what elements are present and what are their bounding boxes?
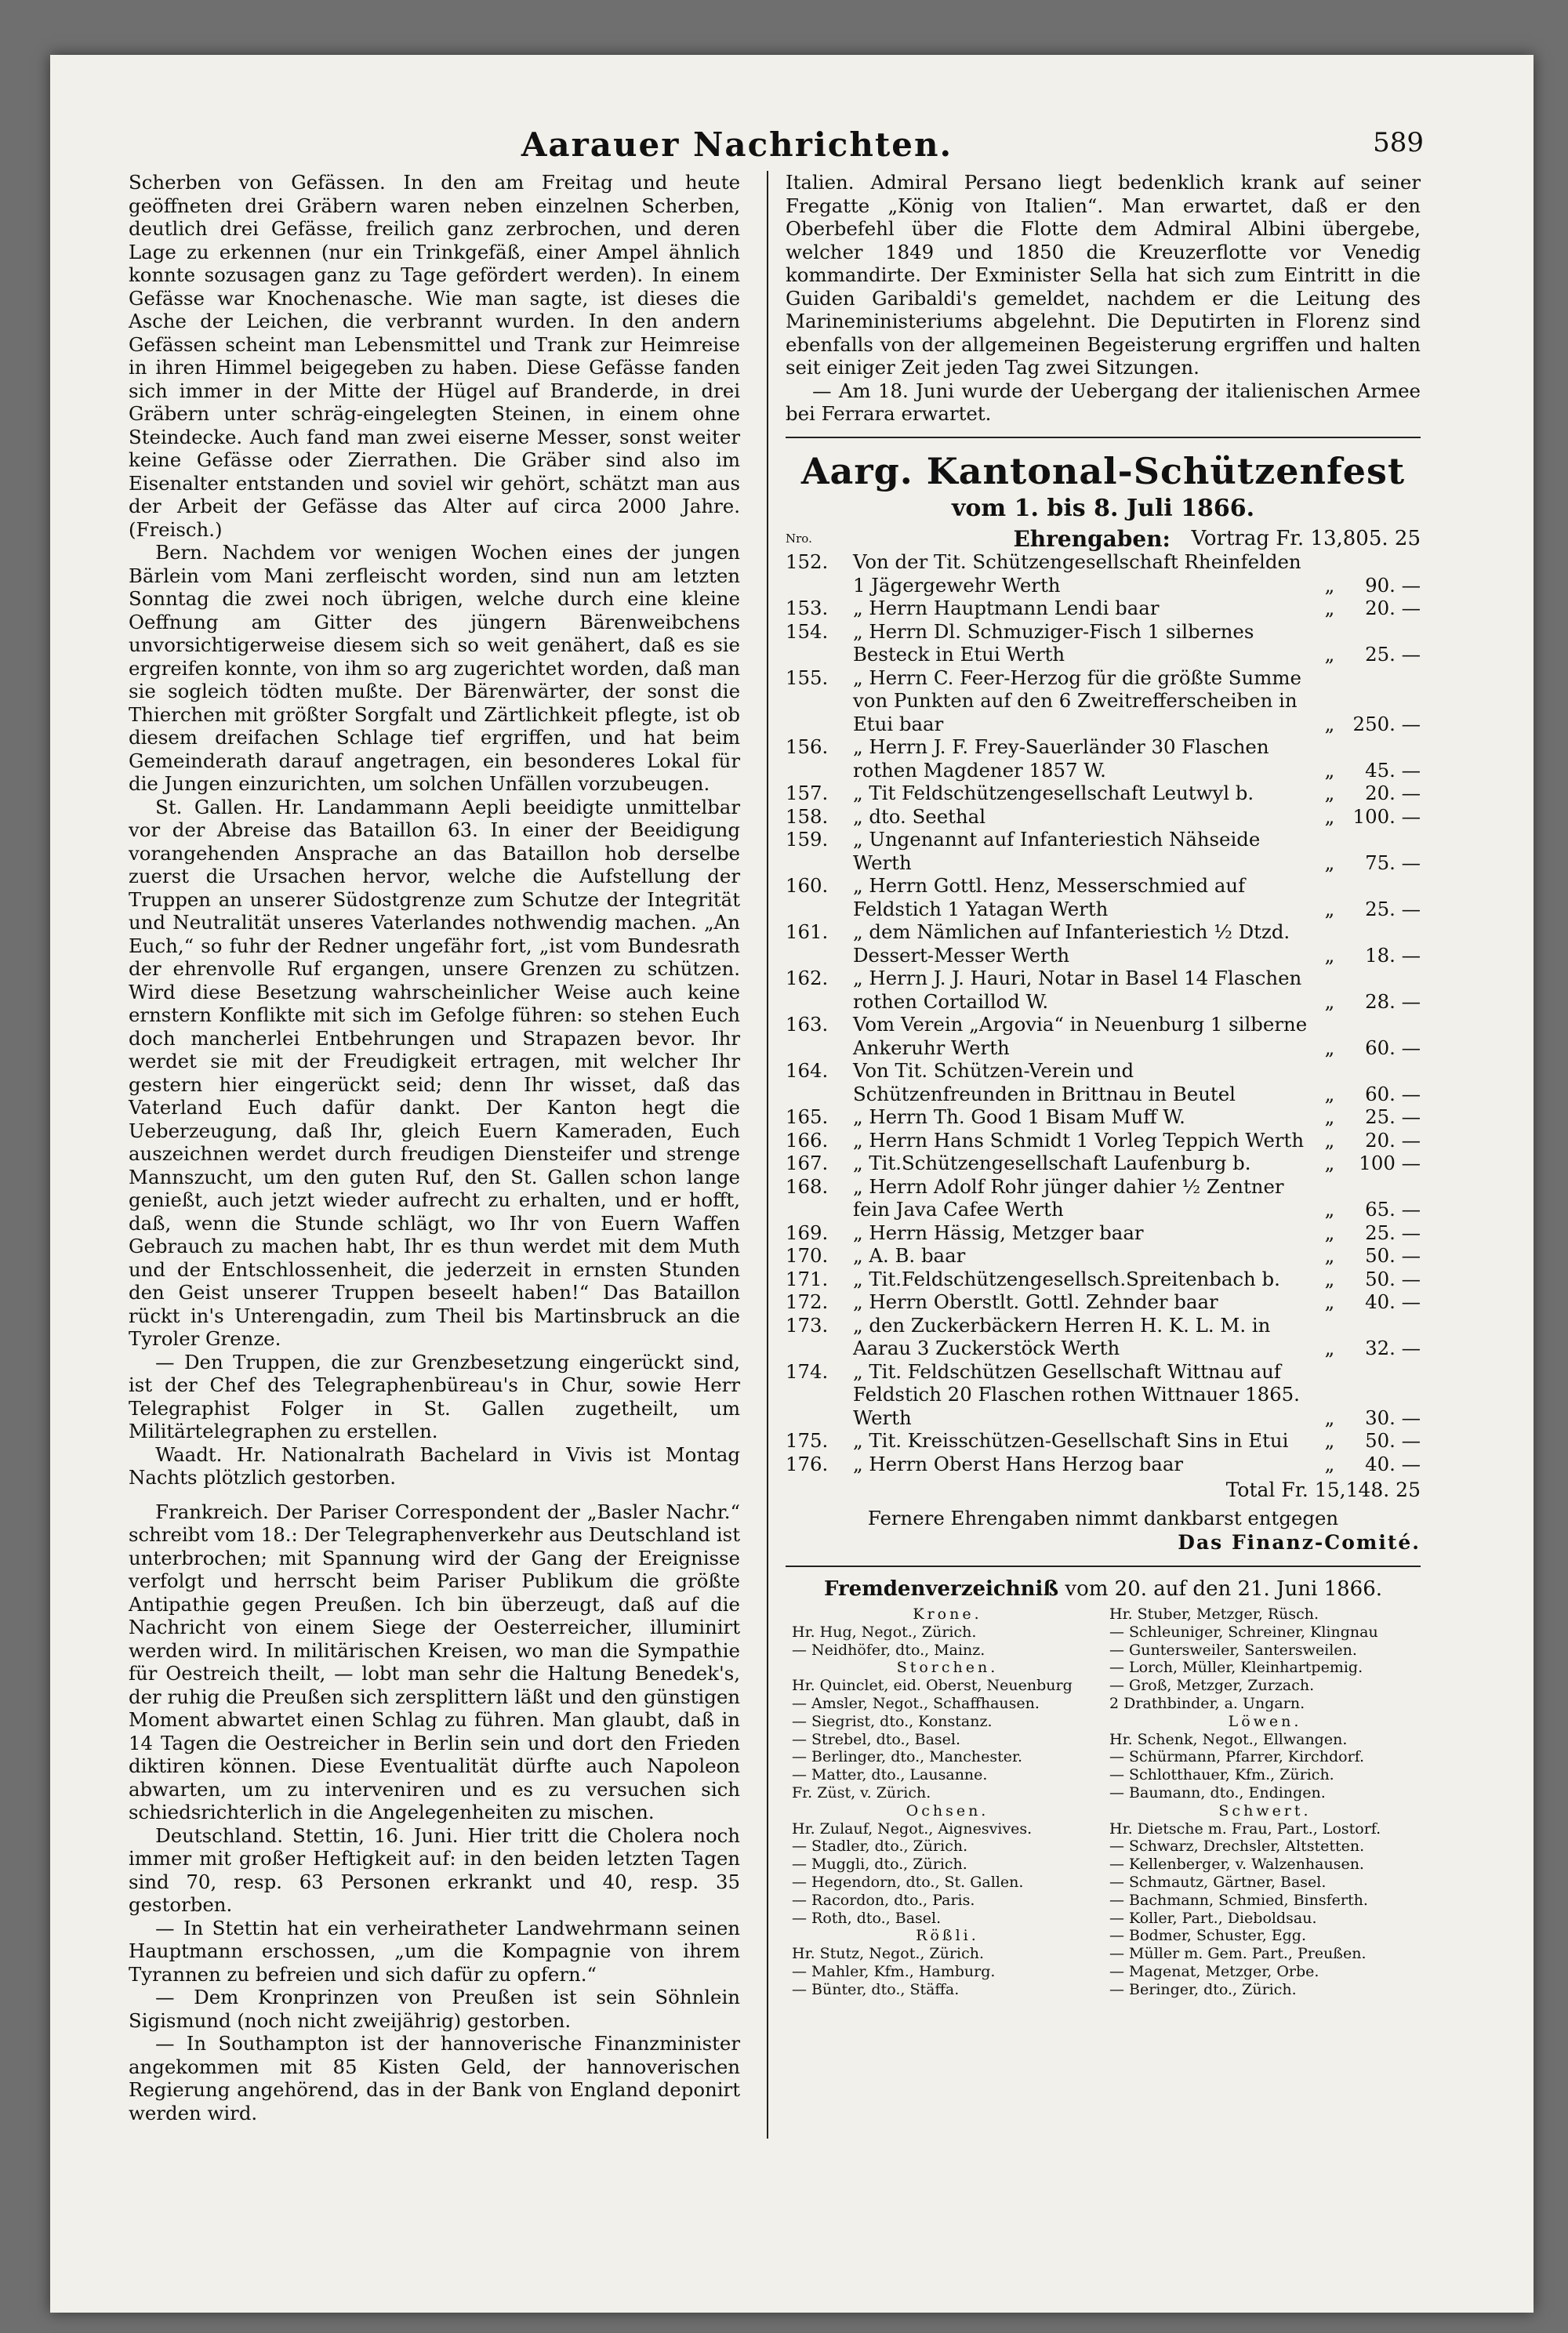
hotel-name: Krone. xyxy=(913,1606,982,1623)
gift-text: „ Tit. Feldschützen Gesellschaft Wittnau auf Feldstich 20 Flaschen rothen Wittnauer 1865. Werth xyxy=(853,1359,1300,1429)
gift-row xyxy=(786,1221,1421,1245)
gift-row xyxy=(786,1268,1421,1291)
hotel-name: Storchen. xyxy=(896,1659,999,1677)
guest-entry: 2 Drathbinder, a. Ungarn. xyxy=(1109,1694,1305,1712)
article-telegraph: — Den Truppen, die zur Grenzbesetzung eingerückt sind, ist der Chef des Telegraphenbüreau's in Chur, sowie Herr Telegraphist Folger in St. Gallen zugetheilt, um Militärtelegraphen zu erstellen. xyxy=(129,1350,740,1442)
hotel-name: Ochsen. xyxy=(906,1801,989,1820)
guest-entry: — Hegendorn, dto., St. Gallen. xyxy=(792,1873,1024,1891)
ehrengaben-header xyxy=(786,525,1421,552)
gift-currency: „ xyxy=(1324,1337,1335,1359)
gift-row xyxy=(786,782,1421,805)
gift-currency: „ xyxy=(1324,1105,1335,1128)
gift-row xyxy=(786,1152,1421,1175)
gift-number: 152. xyxy=(786,550,829,573)
column-divider xyxy=(767,171,768,2139)
gift-currency: „ xyxy=(1324,943,1335,967)
gift-currency: „ xyxy=(1324,1452,1335,1475)
guest-entry: — Mahler, Kfm., Hamburg. xyxy=(792,1962,996,1980)
gift-number: 163. xyxy=(786,1013,829,1036)
guest-entry: — Racordon, dto., Paris. xyxy=(792,1891,975,1909)
gift-currency: „ xyxy=(1324,643,1335,666)
guest-entry: — Müller m. Gem. Part., Preußen. xyxy=(1109,1945,1367,1963)
hotel-name: Rößli. xyxy=(916,1927,979,1945)
fernere-note: Fernere Ehrengaben nimmt dankbarst entgegen xyxy=(867,1506,1339,1529)
gift-currency: „ xyxy=(1324,851,1335,874)
article-frankreich: Frankreich. Der Pariser Correspondent der „Basler Nachr.“ schreibt vom 18.: Der Telegraphenverkehr aus Deutschland ist unterbrochen; mit Spannung wird der Gang der Ereignisse verfolgt und herrscht beim Pariser Publikum die größte Antipathie gegen Preußen. Ich bin überzeugt, daß auf die Nachricht von einem Siege der Oesterreicher, illuminirt werden wird. In militärischen Kreisen, wo man die Sympathie für Oestreich theilt, — lobt man sehr die Haltung Benedek's, der ruhig die Preußen sich zersplittern läßt und den günstigen Moment abwartet einen Schlag zu führen. Man glaubt, daß in 14 Tagen die Oestreicher in Berlin sein und dort den Frieden diktiren können. Diese Eventualität dürfte auch Napoleon abwarten, um zu interveniren und es zu versuchen sich schiedsrichterlich in die Angelegenheiten zu mischen. xyxy=(129,1500,740,1823)
gift-text: „ Herrn Gottl. Henz, Messerschmied auf Feldstich 1 Yatagan Werth xyxy=(853,874,1246,920)
gift-text: „ Ungenannt auf Infanteriestich Nähseide Werth xyxy=(853,828,1261,874)
guest-entry: — Muggli, dto., Zürich. xyxy=(792,1856,967,1874)
gift-text: „ Tit Feldschützengesellschaft Leutwyl b. xyxy=(853,782,1254,804)
guest-entry: Hr. Hug, Negot., Zürich. xyxy=(792,1623,977,1641)
guest-entry: — Schleuniger, Schreiner, Klingnau xyxy=(1109,1623,1378,1641)
gift-currency: „ xyxy=(1324,1267,1335,1290)
gift-amount: 100 — xyxy=(1359,1152,1421,1174)
guest-entry: — Berlinger, dto., Manchester. xyxy=(792,1748,1023,1766)
gift-text: „ Herrn J. F. Frey-Sauerländer 30 Flaschen rothen Magdener 1857 W. xyxy=(853,735,1269,782)
guest-entry: — Baumann, dto., Endingen. xyxy=(1109,1783,1326,1801)
gift-currency: „ xyxy=(1324,782,1335,804)
page-number: 589 xyxy=(1373,127,1424,158)
gift-row xyxy=(786,1105,1421,1129)
gift-currency: „ xyxy=(1324,758,1335,782)
gift-number: 175. xyxy=(786,1429,829,1452)
guest-entry: — Schürmann, Pfarrer, Kirchdorf. xyxy=(1109,1748,1365,1766)
gift-currency: „ xyxy=(1324,1221,1335,1244)
gift-text: Von der Tit. Schützengesellschaft Rheinfelden 1 Jägergewehr Werth xyxy=(853,550,1301,597)
gift-amount: 250. — xyxy=(1352,712,1421,735)
gift-currency: „ xyxy=(1324,1244,1335,1267)
gift-number: 160. xyxy=(786,874,829,897)
gift-row xyxy=(786,735,1421,782)
gift-number: 158. xyxy=(786,804,829,828)
guest-entry: — Schmautz, Gärtner, Basel. xyxy=(1109,1873,1327,1891)
gift-amount: 30. — xyxy=(1365,1406,1421,1429)
gift-number: 161. xyxy=(786,920,829,943)
gift-currency: „ xyxy=(1324,712,1335,735)
gift-currency: „ xyxy=(1324,1036,1335,1059)
hotel-name: Löwen. xyxy=(1228,1712,1302,1730)
gift-currency: „ xyxy=(1324,897,1335,920)
gift-text: „ Tit.Feldschützengesellsch.Spreitenbach b. xyxy=(853,1267,1280,1290)
gift-row xyxy=(786,1453,1421,1476)
fremden-date: vom 20. auf den 21. Juni 1866. xyxy=(1065,1576,1383,1601)
gift-amount: 25. — xyxy=(1365,897,1421,920)
article-waadt: Waadt. Hr. Nationalrath Bachelard in Vivis ist Montag Nachts plötzlich gestorben. xyxy=(129,1442,740,1489)
gift-amount: 18. — xyxy=(1365,943,1421,967)
gift-number: 170. xyxy=(786,1244,829,1267)
gift-amount: 50. — xyxy=(1365,1267,1421,1290)
article-st-gallen: St. Gallen. Hr. Landammann Aepli beeidigte unmittelbar vor der Abreise das Bataillon 63. In einer der Beeidigung vorangehenden Ansprache an das Bataillon hob derselbe zuerst die Ursachen hervor, welche die Aufstellung der Truppen an unserer Südostgrenze zum Schutze der Integrität und Neutralität unseres Vaterlandes nothwendig machen. „An Euch,“ so fuhr der Redner ungefähr fort, „ist vom Bundesrath der ehrenvolle Ruf ergangen, unsere Grenzen zu schützen. Wird diese Besetzung wahrscheinlicher Weise auch keine ernstern Konflikte mit sich im Gefolge führen: so stehen Euch doch mancherlei Entbehrungen und Strapazen bevor. Ihr werdet sie mit der Freudigkeit ertragen, mit welcher Ihr gestern hier eingerückt seid; denn Ihr wisset, daß das Vaterland Euch dafür dankt. Der Kanton hegt die Ueberzeugung, daß Ihr, gleich Euern Kameraden, Euch auszeichnen werdet durch freudigen Diensteifer und strenge Mannszucht, um den guten Ruf, den St. Gallen schon lange genießt, auch jetzt wieder aufrecht zu erhalten, und er hofft, daß, wenn die Stunde schlägt, wo Ihr von Euern Waffen Gebrauch zu machen habt, Ihr es thun werdet mit dem Muth und der Entschlossenheit, die jederzeit in ernsten Stunden den Geist unserer Truppen beseelt haben!“ Das Bataillon rückt in's Unterengadin, zum Theil bis Martinsbruck an die Tyroler Grenze. xyxy=(129,795,740,1350)
gift-row xyxy=(786,1013,1421,1059)
hotel-name: Schwert. xyxy=(1218,1801,1312,1820)
gift-currency: „ xyxy=(1324,1429,1335,1452)
gift-amount: 20. — xyxy=(1365,782,1421,804)
vortrag: Vortrag Fr. 13,805. 25 xyxy=(1191,526,1421,550)
article-stettin: — In Stettin hat ein verheiratheter Landwehrmann seinen Hauptmann erschossen, „um die Kompagnie von ihrem Tyrannen zu befreien und sich dafür zu opfern.“ xyxy=(129,1916,740,1986)
left-column xyxy=(129,171,740,2124)
gift-text: Vom Verein „Argovia“ in Neuenburg 1 silberne Ankeruhr Werth xyxy=(853,1013,1308,1059)
newspaper-title: Aarauer Nachrichten. xyxy=(521,125,953,164)
article-deutschland: Deutschland. Stettin, 16. Juni. Hier tritt die Cholera noch immer mit großer Heftigkeit auf: in den beiden letzten Tagen sind 70, resp. 63 Personen erkrankt und 40, resp. 35 gestorben. xyxy=(129,1823,740,1916)
gift-text: „ Herrn Hauptmann Lendi baar xyxy=(853,597,1160,619)
guest-entry: — Magenat, Metzger, Orbe. xyxy=(1109,1962,1319,1980)
guest-entry: Hr. Quinclet, eid. Oberst, Neuenburg xyxy=(792,1677,1073,1695)
gift-number: 159. xyxy=(786,828,829,851)
page-header xyxy=(50,125,1424,171)
gift-row xyxy=(786,1244,1421,1268)
gift-currency: „ xyxy=(1324,1290,1335,1313)
gift-number: 173. xyxy=(786,1313,829,1337)
gift-currency: „ xyxy=(1324,989,1335,1013)
gift-amount: 45. — xyxy=(1365,758,1421,782)
gift-text: „ Herrn Hans Schmidt 1 Vorleg Teppich Werth xyxy=(853,1128,1305,1152)
fremden-right-column xyxy=(1103,1606,1421,1999)
gift-text: „ Tit. Kreisschützen-Gesellschaft Sins in Etui xyxy=(853,1429,1289,1452)
guest-entry: — Strebel, dto., Basel. xyxy=(792,1730,961,1748)
guest-entry: — Matter, dto., Lausanne. xyxy=(792,1766,988,1784)
gift-number: 167. xyxy=(786,1152,829,1174)
gift-number: 176. xyxy=(786,1452,829,1475)
gift-number: 169. xyxy=(786,1221,829,1244)
guest-entry: — Schwarz, Drechsler, Altstetten. xyxy=(1109,1838,1365,1856)
gift-currency: „ xyxy=(1324,1152,1335,1174)
gift-row xyxy=(786,1059,1421,1105)
gift-number: 172. xyxy=(786,1290,829,1313)
gift-number: 154. xyxy=(786,619,829,643)
gift-amount: 40. — xyxy=(1365,1290,1421,1313)
gifts-total: Total Fr. 15,148. 25 xyxy=(1225,1479,1421,1501)
guest-entry: — Koller, Part., Dieboldsau. xyxy=(1109,1909,1317,1927)
gift-amount: 20. — xyxy=(1365,1128,1421,1152)
fremden-label: Fremdenverzeichniß xyxy=(823,1576,1059,1601)
gift-row xyxy=(786,550,1421,597)
guest-entry: Hr. Schenk, Negot., Ellwangen. xyxy=(1109,1730,1348,1748)
gift-row xyxy=(786,1429,1421,1453)
gift-text: „ Herrn Oberstlt. Gottl. Zehnder baar xyxy=(853,1290,1218,1313)
gift-text: „ dto. Seethal xyxy=(853,804,985,828)
guest-entry: — Schlotthauer, Kfm., Zürich. xyxy=(1109,1766,1334,1784)
guest-entry: — Roth, dto., Basel. xyxy=(792,1909,942,1927)
gift-row xyxy=(786,1314,1421,1360)
gift-amount: 60. — xyxy=(1365,1036,1421,1059)
guest-entry: — Bodmer, Schuster, Egg. xyxy=(1109,1927,1307,1945)
gift-row xyxy=(786,1129,1421,1152)
gift-amount: 25. — xyxy=(1365,1221,1421,1244)
guest-entry: Hr. Stuber, Metzger, Rüsch. xyxy=(1109,1606,1319,1623)
gift-number: 174. xyxy=(786,1359,829,1383)
gift-row xyxy=(786,666,1421,736)
guest-entry: — Bachmann, Schmied, Binsferth. xyxy=(1109,1891,1368,1909)
gift-amount: 100. — xyxy=(1352,804,1421,828)
guest-entry: Hr. Zulauf, Negot., Aignesvives. xyxy=(792,1820,1033,1838)
gift-currency: „ xyxy=(1324,804,1335,828)
gift-text: „ Herrn Th. Good 1 Bisam Muff W. xyxy=(853,1105,1185,1128)
gift-number: 153. xyxy=(786,597,829,619)
gift-text: Von Tit. Schützen-Verein und Schützenfreunden in Brittnau in Beutel xyxy=(853,1059,1236,1105)
gift-row xyxy=(786,1360,1421,1430)
gift-amount: 60. — xyxy=(1365,1082,1421,1105)
gift-row xyxy=(786,1290,1421,1314)
gift-amount: 40. — xyxy=(1365,1452,1421,1475)
gift-row xyxy=(786,597,1421,620)
guest-entry: — Stadler, dto., Zürich. xyxy=(792,1838,968,1856)
guest-entry: Fr. Züst, v. Zürich. xyxy=(792,1783,931,1801)
gift-row xyxy=(786,967,1421,1013)
gift-text: „ dem Nämlichen auf Infanteriestich ½ Dtzd. Dessert-Messer Werth xyxy=(853,920,1290,967)
guest-entry: Hr. Stutz, Negot., Zürich. xyxy=(792,1945,984,1963)
guest-entry: — Guntersweiler, Santersweilen. xyxy=(1109,1641,1357,1659)
gift-number: 171. xyxy=(786,1267,829,1290)
guest-entry: — Kellenberger, v. Walzenhausen. xyxy=(1109,1856,1364,1874)
gift-amount: 75. — xyxy=(1365,851,1421,874)
gift-row xyxy=(786,805,1421,829)
gift-number: 164. xyxy=(786,1059,829,1082)
gift-number: 168. xyxy=(786,1174,829,1198)
gift-number: 165. xyxy=(786,1105,829,1128)
gift-text: „ A. B. baar xyxy=(853,1244,966,1267)
article-bern: Bern. Nachdem vor wenigen Wochen eines der jungen Bärlein vom Mani zerfleischt worden, sind nun am letzten Sonntag die zwei noch übrigen, welche durch eine kleine Oeffnung am Gitter des jüngern Bärenweibchens unvorsichtigerweise diesem sich so weit genähert, daß es sie ergreifen konnte, von ihm so arg zugerichtet worden, daß man sie sogleich tödten mußte. Der Bärenwärter, der sonst die Thierchen mit größter Sorgfalt und Zärtlichkeit pflegte, ist ob diesem dreifachen Schlage tief ergriffen, und hat beim Gemeinderath darauf angetragen, ein besonderes Lokal für die Jungen einzurichten, um solchen Unfällen vorzubeugen. xyxy=(129,541,740,795)
fremden-left-column xyxy=(786,1606,1103,1999)
gift-currency: „ xyxy=(1324,597,1335,619)
fremden-list xyxy=(786,1606,1421,1999)
gift-row xyxy=(786,828,1421,874)
gift-amount: 25. — xyxy=(1365,1105,1421,1128)
gift-number: 162. xyxy=(786,967,829,989)
gift-text: „ Herrn Dl. Schmuziger-Fisch 1 silbernes Besteck in Etui Werth xyxy=(853,619,1254,666)
gift-amount: 32. — xyxy=(1365,1337,1421,1359)
gift-number: 155. xyxy=(786,666,829,689)
gift-text: „ Herrn J. J. Hauri, Notar in Basel 14 Flaschen rothen Cortaillod W. xyxy=(853,967,1302,1013)
section-rule xyxy=(786,437,1421,438)
gift-number: 157. xyxy=(786,782,829,804)
guest-entry: — Lorch, Müller, Kleinhartpemig. xyxy=(1109,1659,1363,1677)
gift-amount: 65. — xyxy=(1365,1198,1421,1221)
article-kronprinz: — Dem Kronprinzen von Preußen ist sein Söhnlein Sigismund (noch nicht zweijährig) gestorben. xyxy=(129,1986,740,2032)
article-graves: Scherben von Gefässen. In den am Freitag und heute geöffneten drei Gräbern waren neben einzelnen Scherben, deutlich drei Gefässe, freilich ganz zerbrochen, und deren Lage zu erkennen (nur ein Trinkgefäß, einer Ampel ähnlich konnte sozusagen ganz zu Tage gefördert werden). In einem Gefässe war Knochenasche. Wie man sagte, ist dieses die Asche der Leichen, die verbrannt wurden. In den andern Gefässen scheint man Lebensmittel und Trank zur Heimreise in ihren Himmel beigegeben zu haben. Diese Gefässe fanden sich immer in der Mitte der Hügel auf Branderde, in drei Gräbern unter schräg-eingelegten Steinen, in einem ohne Steindecke. Auch fand man zwei eiserne Messer, sonst weiter keine Gefässe oder Zierrathen. Die Gräber sind also im Eisenalter entstanden und soviel wir gehört, schätzt man aus der Arbeit der Gefässe das Alter auf circa 2000 Jahre. (Freisch.) xyxy=(129,171,740,541)
gift-amount: 50. — xyxy=(1365,1244,1421,1267)
gift-currency: „ xyxy=(1324,1406,1335,1429)
gift-text: „ Tit.Schützengesellschaft Laufenburg b. xyxy=(853,1152,1251,1174)
guest-entry: — Beringer, dto., Zürich. xyxy=(1109,1980,1297,1998)
gift-row xyxy=(786,874,1421,920)
gift-number: 166. xyxy=(786,1128,829,1152)
article-italien: Italien. Admiral Persano liegt bedenklich krank auf seiner Fregatte „König von Italien“. Man erwartet, daß er den Oberbefehl über die Flotte dem Admiral Albini übergebe, welcher 1849 und 1850 die Kreuzerflotte vor Venedig kommandirte. Der Exminister Sella hat sich zum Eintritt in die Guiden Garibaldi's gemeldet, nachdem er die Leitung des Marineministeriums abgelehnt. Die Deputirten in Florenz sind ebenfalls von der allgemeinen Begeisterung ergriffen und halten seit einiger Zeit jeden Tag zwei Sitzungen. xyxy=(786,171,1421,379)
gift-amount: 20. — xyxy=(1365,597,1421,619)
gift-text: „ den Zuckerbäckern Herren H. K. L. M. in Aarau 3 Zuckerstöck Werth xyxy=(853,1313,1271,1359)
fremden-title xyxy=(786,1578,1421,1602)
guest-entry: — Amsler, Negot., Schaffhausen. xyxy=(792,1694,1040,1712)
finanz-comite: Das Finanz-Comité. xyxy=(1178,1531,1421,1554)
guest-entry: — Siegrist, dto., Konstanz. xyxy=(792,1712,993,1730)
guest-entry: Hr. Dietsche m. Frau, Part., Lostorf. xyxy=(1109,1820,1381,1838)
guest-entry: — Bünter, dto., Stäffa. xyxy=(792,1980,960,1998)
gift-text: „ Herrn C. Feer-Herzog für die größte Summe von Punkten auf den 6 Zweitrefferscheiben in Etui baar xyxy=(853,666,1301,735)
gift-amount: 25. — xyxy=(1365,643,1421,666)
gift-currency: „ xyxy=(1324,1198,1335,1221)
gift-number: 156. xyxy=(786,735,829,758)
fest-subtitle: vom 1. bis 8. Juli 1866. xyxy=(951,494,1255,522)
article-southampton: — In Southampton ist der hannoverische Finanzminister angekommen mit 85 Kisten Geld, der hannoverischen Regierung angehörend, das in der Bank von England deponirt werden wird. xyxy=(129,2032,740,2124)
gift-amount: 50. — xyxy=(1365,1429,1421,1452)
ehrengaben-label: Ehrengaben: xyxy=(1013,525,1171,552)
gift-row xyxy=(786,620,1421,666)
gifts-table xyxy=(786,550,1421,1475)
right-column xyxy=(786,171,1421,1999)
fest-title: Aarg. Kantonal-Schützenfest xyxy=(800,449,1406,492)
gift-currency: „ xyxy=(1324,1082,1335,1105)
gift-amount: 28. — xyxy=(1365,989,1421,1013)
gift-currency: „ xyxy=(1324,573,1335,597)
section-rule-2 xyxy=(786,1566,1421,1567)
gift-row xyxy=(786,1175,1421,1221)
article-italien-2: — Am 18. Juni wurde der Uebergang der italienischen Armee bei Ferrara erwartet. xyxy=(786,379,1421,425)
nro-label: Nro. xyxy=(786,531,812,546)
guest-entry: — Neidhöfer, dto., Mainz. xyxy=(792,1641,985,1659)
gift-text: „ Herrn Adolf Rohr jünger dahier ½ Zentner fein Java Cafee Werth xyxy=(853,1174,1284,1221)
gift-row xyxy=(786,920,1421,967)
gift-text: „ Herrn Oberst Hans Herzog baar xyxy=(853,1452,1184,1475)
gift-amount: 90. — xyxy=(1365,573,1421,597)
guest-entry: — Groß, Metzger, Zurzach. xyxy=(1109,1677,1315,1695)
gift-currency: „ xyxy=(1324,1128,1335,1152)
gift-text: „ Herrn Hässig, Metzger baar xyxy=(853,1221,1144,1244)
